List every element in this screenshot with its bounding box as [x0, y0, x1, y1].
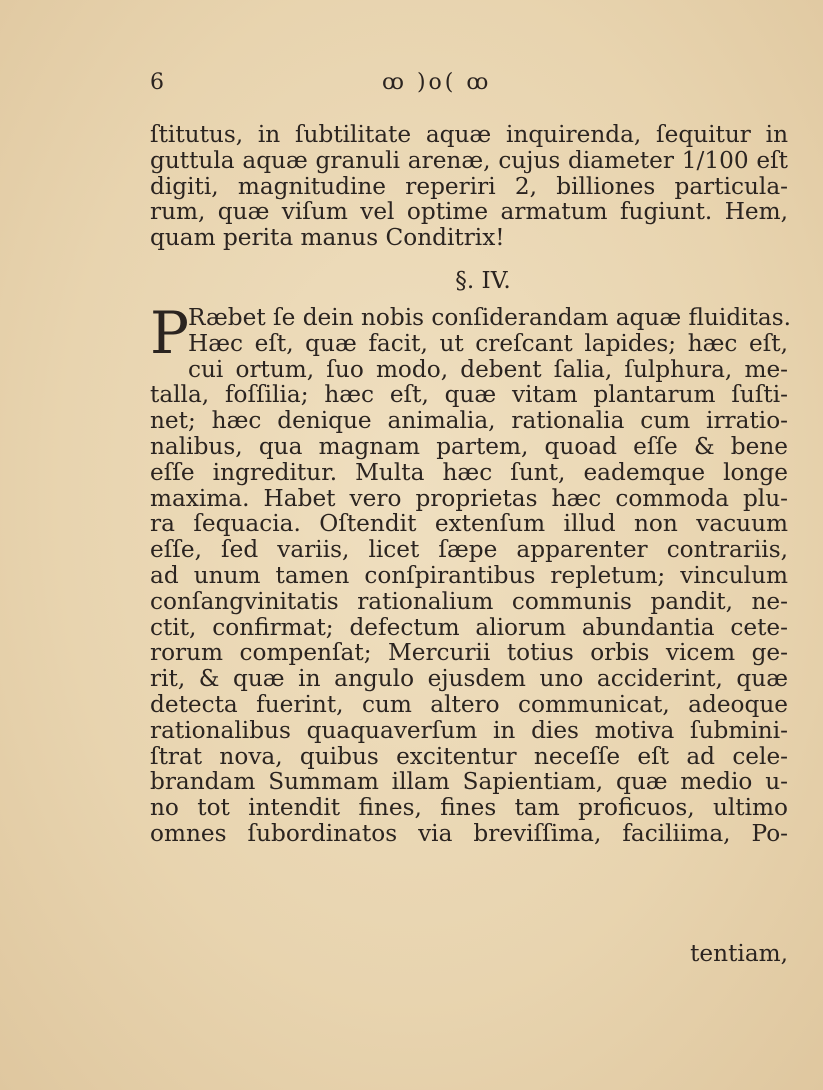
running-head-ornament: ꝏ )o( ꝏ — [382, 70, 492, 95]
text-line: ra ſequacia. Oſtendit extenſum illud non vacuum — [150, 510, 788, 538]
text-line: ad unum tamen conſpirantibus repletum; vinculum — [150, 561, 788, 589]
text-line: rorum compenſat; Mercurii totius orbis vicem ge- — [150, 639, 788, 667]
text-line: Hæc eſt, quæ facit, ut creſcant lapides; hæc eſt, — [188, 329, 788, 357]
text-line: ſtitutus, in ſubtilitate aquæ inquirenda, ſequitur in — [150, 121, 788, 148]
paragraph-1 — [150, 122, 788, 251]
text-line: nalibus, qua magnam partem, quoad eſſe & bene — [150, 432, 788, 460]
text-line: eſſe, ſed variis, licet ſæpe apparenter contrariis, — [150, 536, 788, 564]
catchword: tentiam, — [690, 940, 788, 967]
text-line: ctit, confirmat; defectum aliorum abundantia cete- — [150, 613, 788, 641]
text-line: conſangvinitatis rationalium communis pandit, ne- — [150, 587, 788, 615]
text-line: brandam Summam illam Sapientiam, quæ medio u- — [150, 768, 788, 796]
text-line: cui ortum, ſuo modo, debent ſalia, ſulphura, me- — [188, 355, 788, 383]
drop-cap: P — [150, 298, 190, 367]
page-header — [150, 70, 710, 110]
text-body — [150, 121, 791, 847]
text-line: guttula aquæ granuli arenæ, cujus diameter 1/100 eſt — [150, 146, 788, 174]
text-line: rum, quæ viſum vel optime armatum fugiunt. Hem, — [150, 198, 788, 226]
text-line: net; hæc denique animalia, rationalia cum irratio- — [150, 407, 788, 435]
text-line: maxima. Habet vero proprietas hæc commoda plu- — [150, 484, 788, 512]
page-number: 6 — [150, 70, 165, 95]
text-line: omnes ſubordinatos via breviſſima, faciliima, Po- — [150, 819, 788, 847]
paragraph-2 — [150, 298, 791, 847]
section-heading-text: §. IV. — [455, 266, 511, 294]
text-line: talla, foſſilia; hæc eſt, quæ vitam plantarum ſuſti- — [150, 381, 788, 409]
text-line: rationalibus quaquaverſum in dies motiva ſubmini- — [150, 716, 788, 744]
text-line: Ræbet ſe dein nobis conſiderandam aquæ fluiditas. — [188, 303, 791, 331]
text-line: rit, & quæ in angulo ejusdem uno acciderint, quæ — [150, 665, 788, 693]
text-line: quam perita manus Conditrix! — [150, 224, 505, 252]
paragraph-2-lines — [150, 357, 788, 847]
text-line: digiti, magnitudine reperiri 2, billiones particula- — [150, 172, 788, 200]
text-line: eſſe ingreditur. Multa hæc ſunt, eademque longe — [150, 458, 788, 486]
text-line: no tot intendit fines, fines tam proficuos, ultimo — [150, 794, 788, 822]
text-line: detecta fuerint, cum altero communicat, adeoque — [150, 690, 788, 718]
section-heading — [150, 257, 788, 305]
text-line: ſtrat nova, quibus excitentur neceſſe eſt ad cele- — [150, 742, 788, 770]
